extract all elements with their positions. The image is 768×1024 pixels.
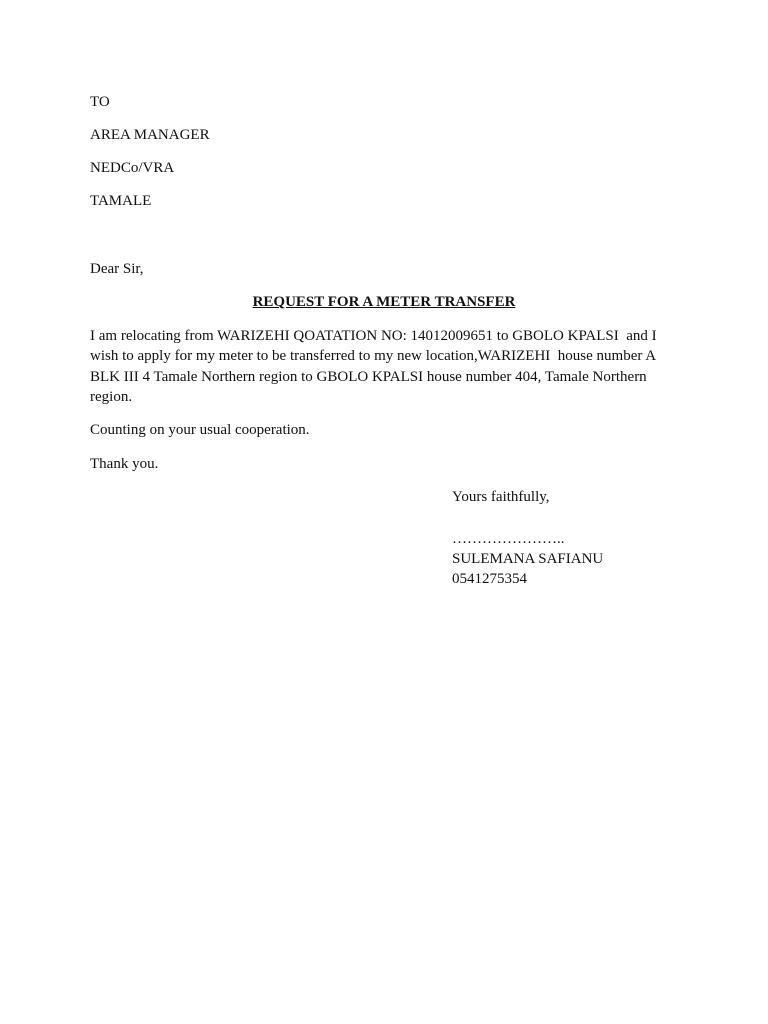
valediction: Yours faithfully, xyxy=(452,489,550,505)
letter-subject: REQUEST FOR A METER TRANSFER xyxy=(252,294,516,310)
recipient-organization: NEDCo/VRA xyxy=(90,160,175,176)
recipient-position: AREA MANAGER xyxy=(90,127,210,143)
paragraph-line: wish to apply for my meter to be transferred to my new location,WARIZEHI house number A xyxy=(90,348,657,365)
body-paragraph xyxy=(90,326,690,407)
thanks-line: Thank you. xyxy=(90,456,159,472)
salutation: Dear Sir, xyxy=(90,261,144,277)
paragraph-line: I am relocating from WARIZEHI QOATATION NO: 14012009651 to GBOLO KPALSI and I xyxy=(90,328,657,344)
paragraph-line: BLK III 4 Tamale Northern region to GBOLO KPALSI house number 404, Tamale Northern xyxy=(90,368,647,385)
recipient-to: TO xyxy=(90,94,110,110)
paragraph-line: region. xyxy=(90,388,133,405)
cooperation-line: Counting on your usual cooperation. xyxy=(90,422,310,438)
signature-line: ………………….. xyxy=(452,531,565,547)
signatory-name: SULEMANA SAFIANU xyxy=(452,551,604,567)
signatory-phone: 0541275354 xyxy=(452,571,527,587)
recipient-town: TAMALE xyxy=(90,193,152,209)
